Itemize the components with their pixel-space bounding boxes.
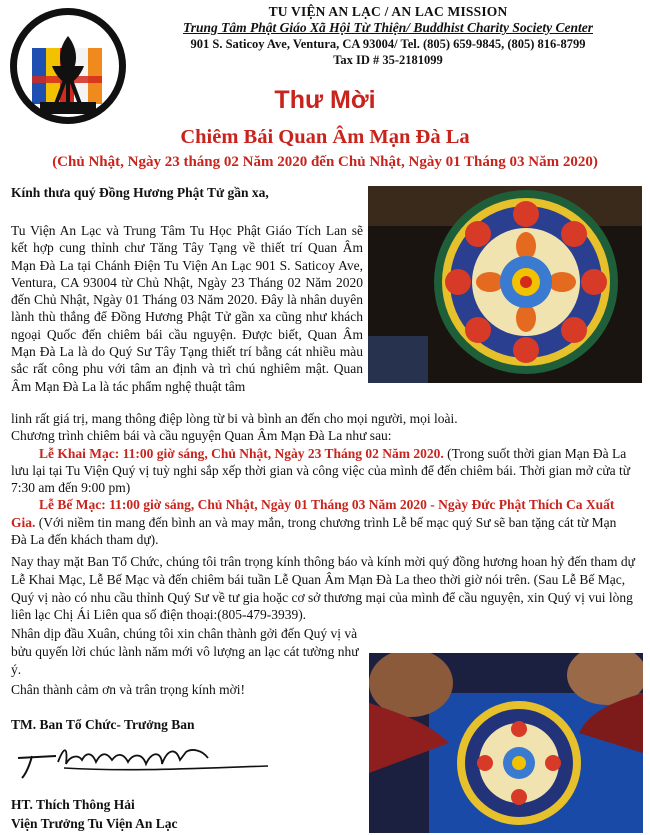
signer-title: Viện Trưởng Tu Viện An Lạc <box>11 816 178 831</box>
sand-mandala-image <box>368 186 642 383</box>
page-title: Thư Mời <box>274 86 376 114</box>
signer-name: HT. Thích Thông Hải <box>11 797 135 812</box>
opening-ceremony <box>11 445 631 497</box>
center-name: Trung Tâm Phật Giáo Xã Hội Từ Thiện/ Buddhist Charity Society Center <box>182 20 593 35</box>
intro-paragraph: Tu Viện An Lạc và Trung Tâm Tu Học Phật Giáo Tích Lan sẽ kết hợp cung thỉnh chư Tăng Tây Tạng về thiết trí Quan Âm Mạn Đà La tại Chánh Điện Tu Viện An Lạc 901 S. Saticoy Ave, Ventura, CA 93004 từ Chủ Nhật, Ngày 23 Tháng 02 Năm 2020 đến Chủ Nhật, Ngày 01 Tháng 03 Năm 2020. Đây là nhân duyên lành thù thắng để Đồng Hương Phật Tử gần xa cũng như khách ngoại Quốc đến chiêm bái cầu nguyện. Được biết, Quan Âm Mạn Đà La là do Quý Sư Tây Tạng thiết trí bằng cát nhiều màu sắc rất công phu với tâm an định và trì chú nghiêm mật. Quan Âm Mạn Đà La là tác phẩm nghệ thuật tâm <box>11 223 363 394</box>
org-name: TU VIỆN AN LẠC / AN LAC MISSION <box>268 4 508 19</box>
closing-label: Lễ Bế Mạc: 11:00 giờ sáng, Chủ Nhật, Ngày 01 Tháng 03 Năm 2020 - Ngày Đức Phật Thích Ca Xuất Gia. <box>11 497 615 530</box>
signer-block <box>11 795 178 833</box>
opening-detail: (Trong suốt thời gian Mạn Đà La lưu lại tại Tu Viện Quý vị tuỳ nghi sắp xếp thời gian và công việc của mình để đến chiêm bái. Thời gian mở cửa từ 7:30 am đến 9:00 pm) <box>11 445 631 496</box>
letterhead <box>130 4 646 68</box>
program-section <box>11 410 631 548</box>
greeting: Kính thưa quý Đồng Hương Phật Tử gần xa, <box>11 185 269 200</box>
signoff-org: TM. Ban Tổ Chức- Trưởng Ban <box>11 717 195 732</box>
handwritten-signature <box>12 742 272 784</box>
invitation-paragraph: Nay thay mặt Ban Tổ Chức, chúng tôi trân trọng kính thông báo và kính mời quý đồng hương hoan hỷ đến tham dự Lễ Khai Mạc, Lễ Bế Mạc và đến chiêm bái tuần Lễ Quan Âm Mạn Đà La theo thời giờ nói trên. (Sau Lễ Bế Mạc, Quý vị nào có nhu cầu thỉnh Quý Sư về tư gia hoặc cơ sở thương mại của mình để cầu nguyện, xin Quý vị vui lòng liên lạc Chị Ái Liên qua số điện thoại:(805-479-3939). <box>11 554 635 623</box>
closing-thanks: Chân thành cảm ơn và trân trọng kính mời! <box>11 682 245 697</box>
closing-ceremony <box>11 496 631 548</box>
address: 901 S. Saticoy Ave, Ventura, CA 93004/ Tel. (805) 659-9845, (805) 816-8799 <box>190 37 586 51</box>
event-dates: (Chủ Nhật, Ngày 23 tháng 02 Năm 2020 đến Chủ Nhật, Ngày 01 Tháng 03 Năm 2020) <box>52 154 598 170</box>
event-title: Chiêm Bái Quan Âm Mạn Đà La <box>180 126 470 148</box>
new-year-wishes: Nhân dịp đầu Xuân, chúng tôi xin chân thành gởi đến Quý vị và bửu quyến lời chúc lành năm mới vô lượng an lạc cát tường như ý. <box>11 626 359 677</box>
opening-label: Lễ Khai Mạc: 11:00 giờ sáng, Chủ Nhật, Ngày 23 Tháng 02 Năm 2020. <box>39 445 444 461</box>
intro-paragraph-cont: linh rất giá trị, mang thông điệp lòng từ bi và bình an đến cho mọi người, mọi loài. <box>11 411 458 426</box>
monks-creating-mandala-image <box>369 653 643 833</box>
program-intro: Chương trình chiêm bái và cầu nguyện Quan Âm Mạn Đà La như sau: <box>11 428 392 444</box>
closing-detail: (Với niềm tin mang đến bình an và may mắn, trong chương trình Lễ bế mạc quý Sư sẽ ban tặng cát từ Mạn Đà La đến khách tham dự). <box>11 514 617 548</box>
tax-id: Tax ID # 35-2181099 <box>333 53 443 67</box>
